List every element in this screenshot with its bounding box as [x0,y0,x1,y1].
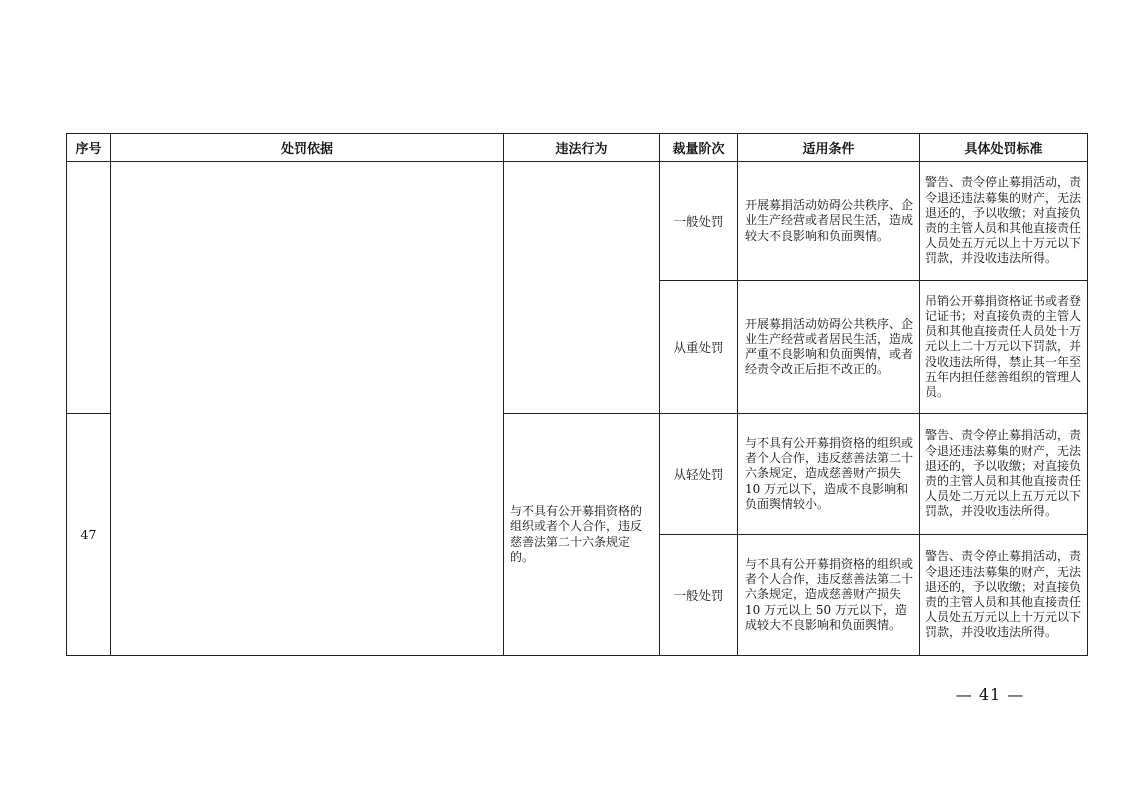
table-header-row [67,134,1088,162]
basis-cell [111,162,504,656]
header-level: 裁量阶次 [660,134,738,162]
seq-cell-empty [67,162,111,414]
page-number: — 41 — [955,685,1025,704]
level-cell: 一般处罚 [660,535,738,656]
table-row [67,162,1088,281]
seq-cell: 47 [67,414,111,656]
condition-cell: 与不具有公开募捐资格的组织或者个人合作，违反慈善法第二十六条规定，造成慈善财产损失 10 万元以上 50 万元以下，造成较大不良影响和负面舆情。 [738,535,920,656]
standard-cell: 吊销公开募捐资格证书或者登记证书；对直接负责的主管人员和其他直接责任人员处十万元以上二十万元以下罚款，并没收违法所得，禁止其一年至五年内担任慈善组织的管理人员。 [920,281,1088,414]
act-cell-empty [504,162,660,414]
condition-cell: 开展募捐活动妨碍公共秩序、企业生产经营或者居民生活，造成较大不良影响和负面舆情。 [738,162,920,281]
standard-cell: 警告、责令停止募捐活动，责令退还违法募集的财产，无法退还的，予以收缴；对直接负责的主管人员和其他直接责任人员处五万元以上十万元以下罚款，并没收违法所得。 [920,535,1088,656]
standard-cell: 警告、责令停止募捐活动，责令退还违法募集的财产，无法退还的，予以收缴；对直接负责的主管人员和其他直接责任人员处二万元以上五万元以下罚款，并没收违法所得。 [920,414,1088,535]
penalty-standard-table [66,133,1088,656]
condition-cell: 与不具有公开募捐资格的组织或者个人合作，违反慈善法第二十六条规定，造成慈善财产损失 10 万元以下，造成不良影响和负面舆情较小。 [738,414,920,535]
condition-cell: 开展募捐活动妨碍公共秩序、企业生产经营或者居民生活，造成严重不良影响和负面舆情，或者经责令改正后拒不改正的。 [738,281,920,414]
header-act: 违法行为 [504,134,660,162]
header-condition: 适用条件 [738,134,920,162]
level-cell: 一般处罚 [660,162,738,281]
standard-cell: 警告、责令停止募捐活动，责令退还违法募集的财产，无法退还的，予以收缴；对直接负责的主管人员和其他直接责任人员处五万元以上十万元以下罚款，并没收违法所得。 [920,162,1088,281]
act-cell: 与不具有公开募捐资格的组织或者个人合作，违反慈善法第二十六条规定的。 [504,414,660,656]
header-basis: 处罚依据 [111,134,504,162]
header-standard: 具体处罚标准 [920,134,1088,162]
level-cell: 从重处罚 [660,281,738,414]
level-cell: 从轻处罚 [660,414,738,535]
header-seq: 序号 [67,134,111,162]
